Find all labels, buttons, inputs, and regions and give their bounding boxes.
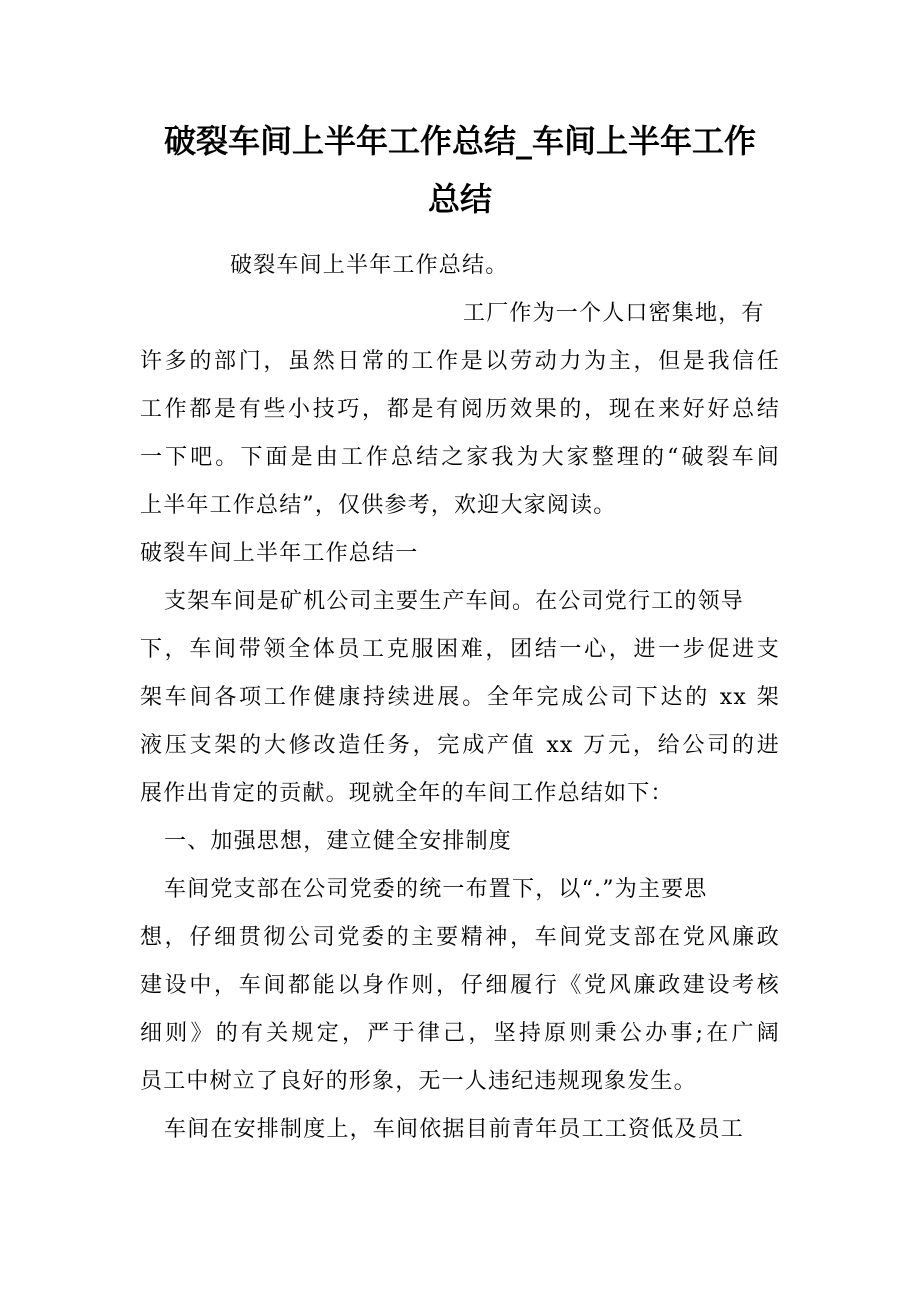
text-line: 上半年工作总结”，仅供参考，欢迎大家阅读。: [140, 493, 617, 518]
text-line: 下，车间带领全体员工克服困难，团结一心，进一步促进支: [140, 637, 780, 662]
text-line: 许多的部门，虽然日常的工作是以劳动力为主，但是我信任: [140, 349, 780, 374]
subsection-heading: 一、加强思想，建立健全安排制度: [164, 829, 513, 854]
document-title: [140, 112, 780, 228]
text-line: 建设中，车间都能以身作则，仔细履行《党风廉政建设考核: [140, 973, 780, 998]
text-line: 展作出肯定的贡献。现就全年的车间工作总结如下：: [140, 781, 674, 806]
title-line-2: 总结: [427, 180, 492, 218]
text-line: 想，仔细贯彻公司党委的主要精神，车间党支部在党风廉政: [140, 925, 780, 950]
text-line: 架车间各项工作健康持续进展。全年完成公司下达的 xx 架: [140, 685, 780, 710]
text-line: 工厂作为一个人口密集地，有: [463, 301, 765, 326]
text-line: 工作都是有些小技巧，都是有阅历效果的，现在来好好总结: [140, 397, 780, 422]
text-line: 破裂车间上半年工作总结。: [230, 253, 509, 278]
text-line: 支架车间是矿机公司主要生产车间。在公司党行工的领导: [164, 589, 745, 614]
text-line: 液压支架的大修改造任务，完成产值 xx 万元，给公司的进: [140, 733, 780, 758]
text-line: 车间在安排制度上，车间依据目前青年员工工资低及员工: [164, 1117, 745, 1142]
title-line-1: 破裂车间上半年工作总结_车间上半年工作: [163, 122, 756, 160]
text-line: 细则》的有关规定，严于律己，坚持原则秉公办事;在广阔: [140, 1021, 780, 1046]
text-line: 一下吧。下面是由工作总结之家我为大家整理的“破裂车间: [140, 445, 780, 470]
section-heading: 破裂车间上半年工作总结一: [140, 541, 419, 566]
text-line: 车间党支部在公司党委的统一布置下，以“.”为主要思: [164, 877, 708, 902]
text-line: 员工中树立了良好的形象，无一人违纪违规现象发生。: [140, 1069, 697, 1094]
